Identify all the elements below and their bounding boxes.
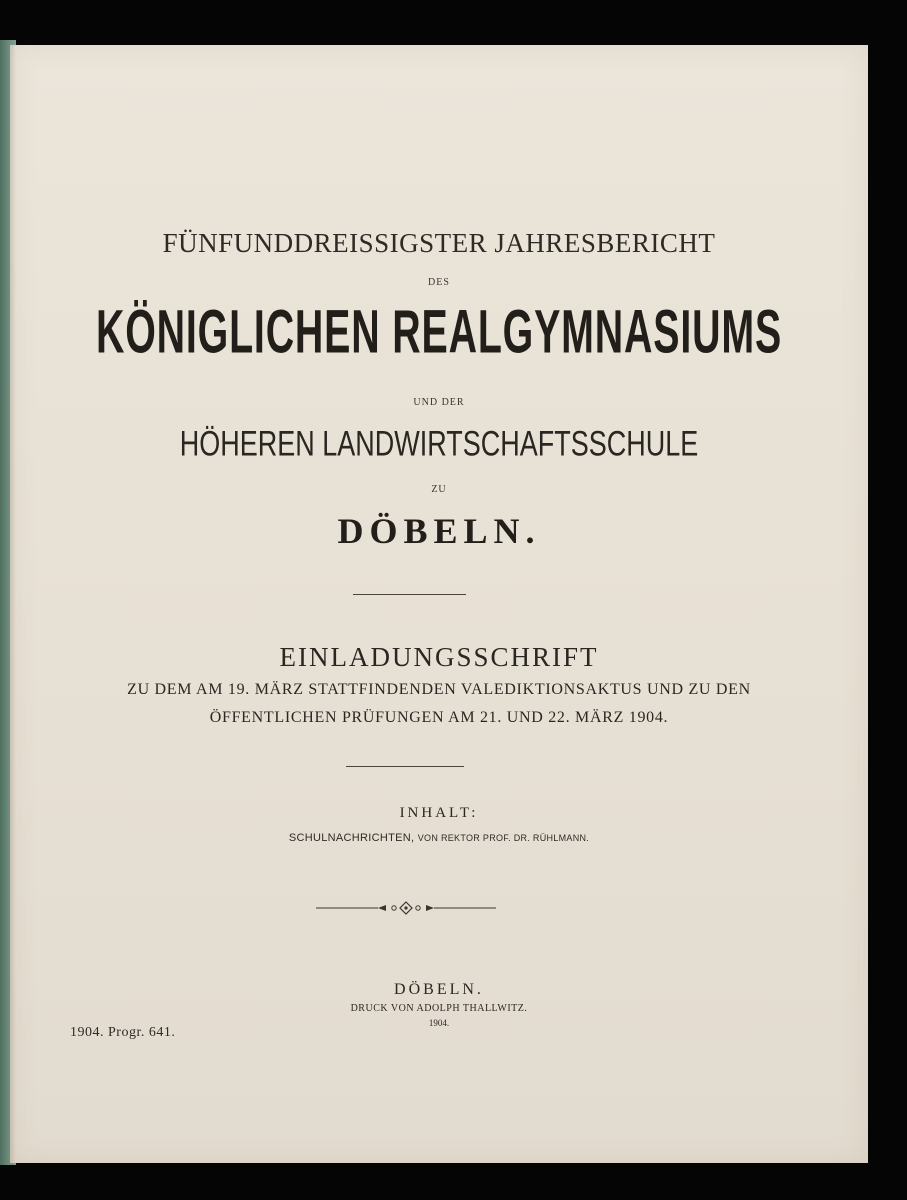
school-main-name: KÖNIGLICHEN REALGYMNASIUMS <box>95 298 783 367</box>
imprint-place: DÖBELN. <box>394 981 484 998</box>
invitation-line-1: ZU DEM AM 19. MÄRZ STATTFINDENDEN VALEDIKTIONSAKTUS UND ZU DEN <box>127 681 751 698</box>
invitation-heading: EINLADUNGSSCHRIFT <box>279 642 599 672</box>
contents-item: SCHULNACHRICHTEN, <box>288 832 415 844</box>
divider-rule <box>346 766 464 767</box>
connector-zu: ZU <box>431 484 447 495</box>
invitation-line-2: ÖFFENTLICHEN PRÜFUNGEN AM 21. UND 22. MÄRZ 1904. <box>209 709 669 726</box>
ornament-divider <box>316 900 496 916</box>
divider-rule <box>353 594 466 595</box>
contents-author: VON REKTOR PROF. DR. RÜHLMANN. <box>417 833 590 843</box>
connector-des: DES <box>428 277 450 288</box>
contents-entry <box>10 832 868 844</box>
imprint-printer: DRUCK VON ADOLPH THALLWITZ. <box>350 1003 528 1014</box>
connector-und-der: UND DER <box>413 397 465 408</box>
contents-label: INHALT: <box>399 805 479 821</box>
report-title: FÜNFUNDDREISSIGSTER JAHRESBERICHT <box>162 228 716 258</box>
city-name: DÖBELN. <box>337 511 541 551</box>
catalog-mark: 1904. Progr. 641. <box>70 1025 176 1040</box>
imprint-year: 1904. <box>428 1018 450 1028</box>
school-second-name: HÖHEREN LANDWIRTSCHAFTSSCHULE <box>179 424 699 464</box>
document-page <box>10 45 868 1163</box>
